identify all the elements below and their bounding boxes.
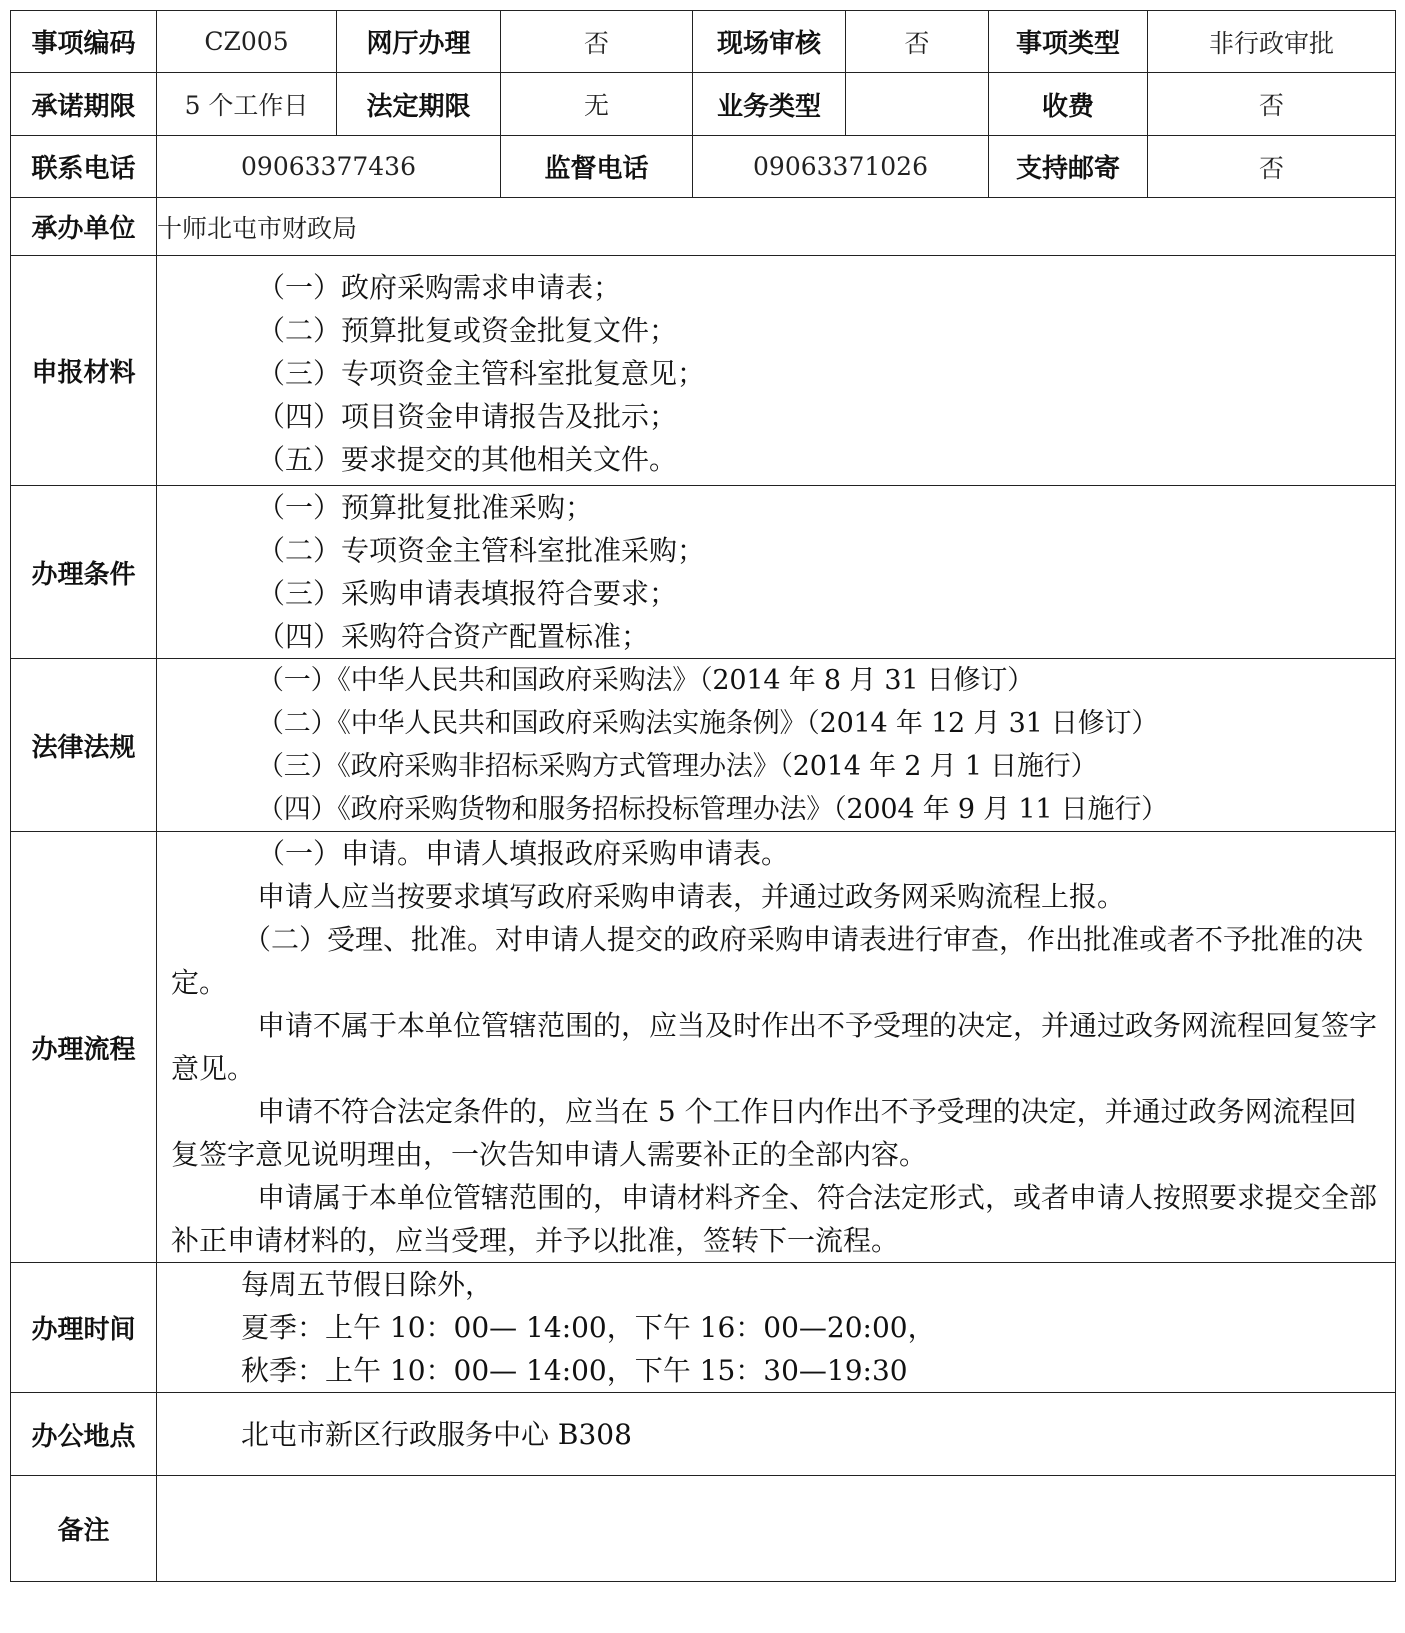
handling-unit-label: 承办单位 [11, 198, 157, 256]
row-basic-3 [11, 136, 1396, 198]
row-process [11, 832, 1396, 1263]
conditions-item: （四）采购符合资产配置标准； [257, 620, 650, 653]
remarks-value [157, 1476, 1396, 1582]
supervision-phone-label: 监督电话 [501, 136, 693, 198]
laws-item: （二）《中华人民共和国政府采购法实施条例》（2014 年 12 月 31 日修订） [257, 708, 1159, 739]
materials-label: 申报材料 [11, 256, 157, 486]
business-type-label: 业务类型 [693, 73, 846, 136]
legal-period-label: 法定期限 [337, 73, 501, 136]
materials-item: （一）政府采购需求申请表； [257, 271, 622, 304]
materials-item: （二）预算批复或资金批复文件； [257, 314, 678, 347]
process-paragraph: 申请不属于本单位管辖范围的，应当及时作出不予受理的决定，并通过政务网流程回复签字意见。 [171, 1009, 1378, 1085]
fee-label: 收费 [989, 73, 1148, 136]
service-item-table [10, 10, 1396, 1582]
row-conditions [11, 486, 1396, 659]
process-paragraph: （二）受理、批准。对申请人提交的政府采购申请表进行审查，作出批准或者不予批准的决定。 [171, 923, 1364, 999]
hours-content [157, 1263, 1396, 1393]
promise-period-label: 承诺期限 [11, 73, 157, 136]
process-paragraph: 申请人应当按要求填写政府采购申请表，并通过政务网采购流程上报。 [257, 880, 1126, 913]
handling-unit-value: 十师北屯市财政局 [157, 198, 1396, 256]
laws-item: （一）《中华人民共和国政府采购法》（2014 年 8 月 31 日修订） [257, 665, 1034, 696]
process-label: 办理流程 [11, 832, 157, 1263]
item-type-label: 事项类型 [989, 11, 1148, 73]
process-paragraph: 申请属于本单位管辖范围的，申请材料齐全、符合法定形式，或者申请人按照要求提交全部补正申请材料的，应当受理，并予以批准，签转下一流程。 [171, 1181, 1378, 1257]
laws-item: （三）《政府采购非招标采购方式管理办法》（2014 年 2 月 1 日施行） [257, 751, 1098, 782]
business-type-value [846, 73, 989, 136]
process-content [157, 832, 1396, 1263]
mail-support-value: 否 [1148, 136, 1396, 198]
item-code-label: 事项编码 [11, 11, 157, 73]
online-handling-label: 网厅办理 [337, 11, 501, 73]
conditions-item: （一）预算批复批准采购； [257, 491, 594, 524]
laws-item: （四）《政府采购货物和服务招标投标管理办法》（2004 年 9 月 11 日施行） [257, 794, 1168, 825]
row-basic-1 [11, 11, 1396, 73]
conditions-item: （二）专项资金主管科室批准采购； [257, 534, 706, 567]
row-remarks [11, 1476, 1396, 1582]
row-materials [11, 256, 1396, 486]
process-paragraph: 申请不符合法定条件的，应当在 5 个工作日内作出不予受理的决定，并通过政务网流程回复签字意见说明理由，一次告知申请人需要补正的全部内容。 [171, 1095, 1357, 1171]
onsite-review-label: 现场审核 [693, 11, 846, 73]
contact-phone-value: 09063377436 [157, 136, 501, 198]
conditions-item: （三）采购申请表填报符合要求； [257, 577, 678, 610]
laws-label: 法律法规 [11, 659, 157, 832]
materials-content [157, 256, 1396, 486]
hours-label: 办理时间 [11, 1263, 157, 1393]
process-paragraph: （一）申请。申请人填报政府采购申请表。 [257, 837, 790, 870]
onsite-review-value: 否 [846, 11, 989, 73]
fee-value: 否 [1148, 73, 1396, 136]
promise-period-value: 5 个工作日 [157, 73, 337, 136]
item-type-value: 非行政审批 [1148, 11, 1396, 73]
materials-item: （三）专项资金主管科室批复意见； [257, 357, 706, 390]
laws-content [157, 659, 1396, 832]
contact-phone-label: 联系电话 [11, 136, 157, 198]
mail-support-label: 支持邮寄 [989, 136, 1148, 198]
row-location [11, 1393, 1396, 1476]
row-unit [11, 198, 1396, 256]
item-code-value: CZ005 [157, 11, 337, 73]
row-laws [11, 659, 1396, 832]
legal-period-value: 无 [501, 73, 693, 136]
location-value: 北屯市新区行政服务中心 B308 [241, 1417, 632, 1451]
materials-item: （五）要求提交的其他相关文件。 [257, 443, 678, 476]
materials-item: （四）项目资金申请报告及批示； [257, 400, 678, 433]
online-handling-value: 否 [501, 11, 693, 73]
remarks-label: 备注 [11, 1476, 157, 1582]
location-label: 办公地点 [11, 1393, 157, 1476]
hours-line: 夏季：上午 10：00— 14:00，下午 16：00—20:00， [241, 1311, 936, 1344]
row-basic-2 [11, 73, 1396, 136]
conditions-content [157, 486, 1396, 659]
hours-line: 每周五节假日除外， [241, 1268, 494, 1301]
hours-line: 秋季：上午 10：00— 14:00，下午 15：30—19:30 [241, 1354, 908, 1387]
conditions-label: 办理条件 [11, 486, 157, 659]
location-content [157, 1393, 1396, 1476]
supervision-phone-value: 09063371026 [693, 136, 989, 198]
row-hours [11, 1263, 1396, 1393]
